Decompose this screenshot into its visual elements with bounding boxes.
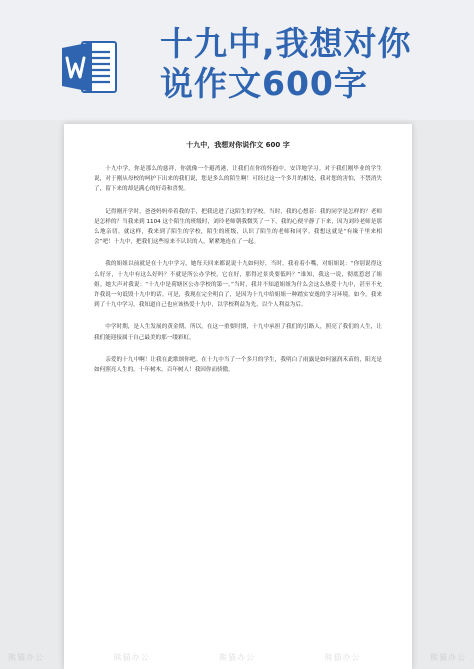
watermark-text: 熊猫办公 [113, 653, 150, 662]
watermark-text: 熊猫办公 [219, 653, 255, 662]
word-document-icon [60, 38, 118, 96]
paragraph: 十九中学，你是那么的慈祥，你就像一个避湾港，让我们在你的怀抱中，安详地学习。对于我们刚毕业的学生说，对于刚从母校的呵护下出来的我们说，您是多么的陌生啊！可经过这一个多月的相处，我对您的害怕，不禁消失了，留下来的却是满心的好奇和喜悦。 [94, 166, 382, 193]
document-title-line2: 说作文600字 [160, 64, 368, 103]
document-title-line1: 十九中,我想对你 [160, 24, 412, 63]
paragraph: 中学时期，是人生发展的黄金期。所以，在这一重要时期，十九中承担了我们的引路人，照亮了我们的人生，让我们能迎接属于自己最美的那一缕彩虹。 [94, 324, 382, 341]
watermark-text: 熊猫办公 [8, 653, 44, 662]
watermark-text: 熊猫办公 [324, 653, 361, 662]
page-title: 十九中，我想对你说作文 600 字 [186, 141, 290, 149]
watermark-text: 熊猫办公 [430, 653, 466, 662]
document-page [64, 124, 412, 669]
watermark [8, 652, 466, 663]
paragraph: 记得刚开学时，爸爸妈妈牵着我的手，把我送进了这陌生的学校。当时，我的心想着：我的同学是怎样的？老师是怎样的？当我来到 1104 这个陌生的班级时，刘玲老师朝我微笑了一下，我的心便平静了下来，因为刘玲老师是那么地亲切。就这样，我来到了陌生的学校，陌生的班级，认识了陌生的老师和同学。我想这就是“有缘千里来相会”吧！十九中，把我们这些原来不认识的人，紧紧地连在了一起。 [94, 208, 382, 246]
paragraph: 亲爱的十九中啊！让我在此歌颂你吧。在十九中当了一个多月的学生，我明白了雨露是如何滋润禾苗的，阳光是如何照亮人生的。十年树木，百年树人！我因你而骄傲。 [94, 356, 382, 374]
paragraph: 我的姐姐以前就是在十九中学习，她每天回来都说说十九如何好，当时，我看着小嘴，对姐姐说：“你别说得这么好牙，十九中有这么好吗？不就是所公办学校，它在好，那得过景炎要低吗？”谁知，我这一说，彻底惹怒了姐姐。她大声对我说：“十九中是荷塘区公办学校的第一。”当时，我并不知道姐姐为什么会这么热爱十九中，甚至不允许我说一句诋毁十九中的话。可是，我现在完全明白了，是因为十九中给姐姐一种踏实安逸的学习环境。如今，我来到了十九中学习，我知道自己也应该热爱十九中，以学校利益为先，以个人利益为后。 [94, 261, 382, 309]
document-title [160, 24, 460, 104]
header-banner [0, 0, 474, 120]
